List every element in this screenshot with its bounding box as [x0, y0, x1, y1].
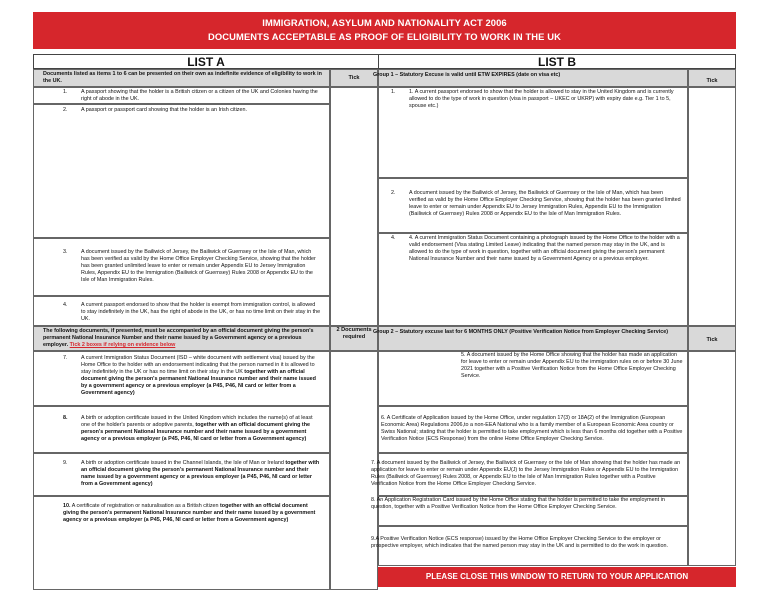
title-line-2: DOCUMENTS ACCEPTABLE AS PROOF OF ELIGIBILITY TO WORK IN THE UK	[208, 31, 561, 42]
item-number: 4.	[391, 235, 396, 241]
list-b-group-2-text: Group 2 – Statutory excuse last for 6 MONTHS ONLY (Positive Verification Notice from Employer Checking Service)	[373, 329, 669, 335]
list-a-item-2	[33, 104, 330, 238]
item-number: 2.	[391, 190, 396, 196]
item-text: 9.A Positive Verification Notice (ECS response) issued by the Home Office Employer Checking Service to the employer or prospective employer, which indicates that the named person may stay in the UK and is permitted to do the work in question.	[371, 536, 668, 549]
document-page	[33, 12, 736, 581]
item-text: 6. A Certificate of Application issued by the Home Office, under regulation 17(3) or 18A(2) of the Immigration (European Economic Area) Regulations 2006,to a non-EEA National who is a family member of a European Economic Area country or Swiss National; stating that the holder is permitted to take employment which is less than 6 months old together with a Positive Verification Notice (ECS Response) from the online Home Office Employer Checking Service.	[381, 415, 683, 442]
tick-2-boxes-note: Tick 2 boxes if relying on evidence below	[69, 341, 176, 348]
item-text: A document issued by the Bailiwick of Jersey, the Bailiwick of Guernsey or the Isle of Man, which has been verified as valid by the Home Office Employer Checking Service, showing that the holder has been granted unlimited leave to enter or remain under Appendix EU to Jersey Immigration Rules, Appendix EU to the Immigration (Bailiwick of Guernsey) Rules 2008 or Appendix EU to the Isle of Man Immigration Rules.	[81, 249, 316, 283]
item-number: 1.	[63, 89, 68, 95]
list-b-title: LIST B	[378, 54, 736, 69]
item-text: 1. A current passport endorsed to show that the holder is allowed to stay in the United Kingdom and is currently allowed to do the type of work in question (visa in passport – UKEC or UKRP) with expiry date e.g. Tier 1 to 5, spouse etc.)	[409, 89, 674, 109]
item-text: 4. A current Immigration Status Document containing a photograph issued by the Home Office to the holder with a valid endorsement (Visa stating Limited Leave) indicating that the named person may stay in the UK, and is allowed to do the type of work in question, together with an official document giving the person's permanent National Insurance Number and their name issued by a Government Agency or a previous employer.	[409, 235, 680, 262]
docs-required-label: 2 Documents required	[336, 327, 372, 341]
item-number: 8.	[63, 415, 68, 421]
list-b-group-2-tick-label: Tick	[706, 337, 718, 343]
item-number: 2.	[63, 107, 68, 113]
list-a-group-2-text: The following documents, if presented, must be accompanied by an official document giving the person's permanent National Insurance Number and their name issued by a Government agency or a previous employer. Tick 2 boxes if relying on evidence below	[43, 328, 314, 348]
list-a-title: LIST A	[33, 54, 378, 69]
item-number: 1.	[391, 89, 396, 95]
item-text: 5. A document issued by the Home Office showing that the holder has made an application for leave to enter or remain under Appendix EU to the immigration rules on or before 30 June 2021 together with a Positive Verification Notice from the Home Office Employer Checking Service.	[461, 352, 683, 379]
item-text: A passport or passport card showing that the holder is an Irish citizen.	[81, 107, 247, 113]
item-text: A birth or adoption certificate issued in the Channel Islands, the Isle of Man or Ireland together with an official document giving the person's permanent National Insurance number and their name issued by a government agency or a previous employer (a P45, P46, NI card or letter from a Government agency)	[81, 460, 320, 487]
item-text: A document issued by the Bailiwick of Jersey, the Bailiwick of Guernsey or the Isle of Man, which has been verified as valid by the Home Office Employer Checking Service, showing that the holder has been granted limited leave to enter or remain under Appendix EU to Jersey Immigration Rules, Appendix EU to the Immigration (Bailiwick of Guernsey) Rules 2008 or Appendix EU to the Isle of Man Immigration Rules.	[409, 190, 681, 217]
list-b-group-2-tick-box[interactable]	[688, 351, 736, 566]
item-text: A birth or adoption certificate issued in the United Kingdom which includes the name(s) of at least one of the holder's parents or adoptive parents, together with an official document giving the person's permanent National Insurance number and their name issued by a government agency or a previous employer (a P45, P46, NI card or letter from a Government agency)	[81, 415, 313, 442]
item-text: 7. A document issued by the Bailiwick of Jersey, the Bailiwick of Guernsey or the Isle of Man showing that the holder has made an application for leave to enter or remain under Appendix EU(J) to the Jersey Immigration Rules or Appendix EU to the Immigration Rules (Bailiwick of Guernsey) Rules 2008, or Appendix EU to the Isle of Man Immigration Rules together with a Positive Verification Notice from the Home Office Employer Checking Service.	[371, 460, 681, 487]
list-a-header-text: Documents listed as items 1 to 6 can be presented on their own as indefinite evidence of eligibility to work in the UK.	[43, 71, 322, 84]
item-text: A current Immigration Status Document (ISD – white document with settlement visa) issued by the Home Office to the holder with an endorsement indicating that the person named in it is allowed to stay indefinitely in the UK or has no time limit on their stay in the UK together with an official document giving the person's permanent National Insurance number and their name issued by a government agency or a previous employer (a P45, P46, NI card or letter from a Government agency)	[81, 355, 316, 396]
list-a-tick-box[interactable]	[330, 87, 378, 326]
list-b-tick-box[interactable]	[688, 87, 736, 326]
list-headers	[33, 54, 736, 69]
item-number: 3.	[63, 249, 68, 255]
list-b-group-1-text: Group 1 – Statutory Excuse is valid until ETW EXPIRES (date on visa etc)	[373, 72, 561, 78]
item-text: 10. A certificate of registration or naturalisation as a British citizen together with an official document giving the person's permanent National Insurance number and their name issued by a government agency or a previous employer (a P45, P46, NI card or letter from a Government agency)	[63, 503, 316, 523]
item-text: 8. An Application Registration Card issued by the Home Office stating that the holder is permitted to take the employment in question, together with a Positive Verification Notice from the Home Office Employer Checking Service.	[371, 497, 665, 510]
item-number: 9.	[63, 460, 68, 466]
item-text: A passport showing that the holder is a British citizen or a citizen of the UK and Colonies having the right of abode in the UK.	[81, 89, 318, 102]
item-number: 7.	[63, 355, 68, 361]
title-banner	[33, 12, 736, 49]
title-line-1: IMMIGRATION, ASYLUM AND NATIONALITY ACT 2006	[262, 17, 507, 28]
list-a-tick-label: Tick	[348, 75, 360, 81]
item-number: 4.	[63, 302, 68, 308]
item-text: A current passport endorsed to show that the holder is exempt from immigration control, is allowed to stay indefinitely in the UK, has the right of abode in the UK, or has no time limit on their stay in the UK.	[81, 302, 321, 322]
list-b-tick-label: Tick	[706, 78, 718, 84]
close-window-button[interactable]: PLEASE CLOSE THIS WINDOW TO RETURN TO YOUR APPLICATION	[378, 567, 736, 587]
